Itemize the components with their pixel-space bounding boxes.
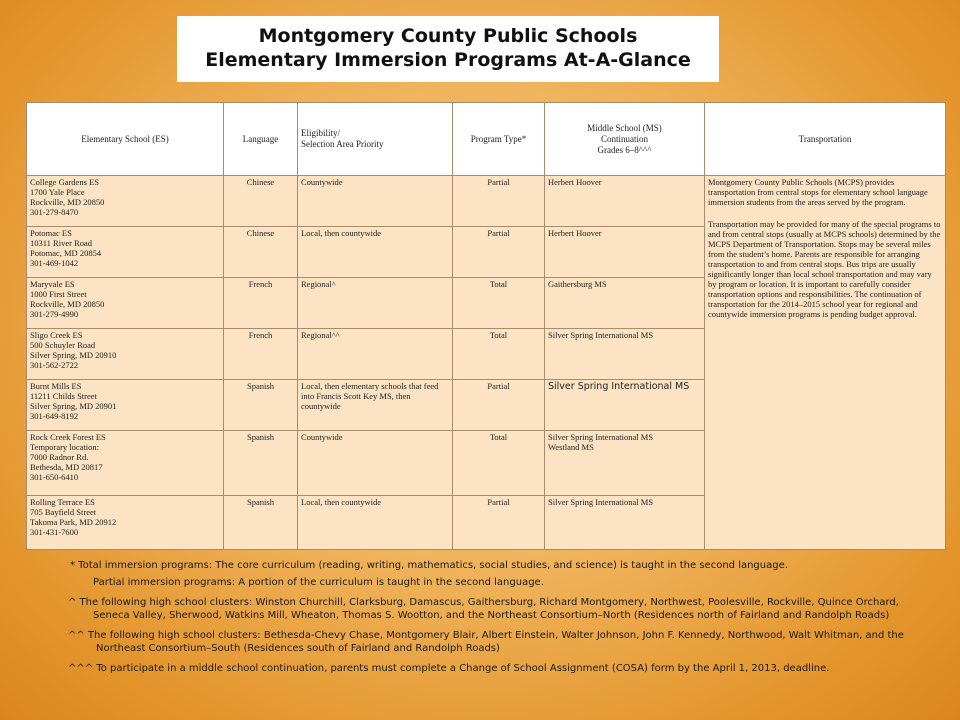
- language-cell: Chinese: [224, 227, 298, 278]
- school-cell: [27, 176, 224, 227]
- program-type-cell: Partial: [453, 176, 545, 227]
- footnote-partial-immersion: Partial immersion programs: A portion of the curriculum is taught in the second language.: [93, 576, 544, 588]
- language-cell: Spanish: [224, 431, 298, 496]
- school-phone: 301-650-6410: [30, 472, 79, 482]
- middle-school-cell: [545, 431, 705, 496]
- page-subtitle: Elementary Immersion Programs At-A-Glance: [205, 49, 691, 71]
- eligibility-cell: Local, then countywide: [298, 496, 453, 550]
- school-phone: 301-431-7600: [30, 527, 79, 537]
- school-phone: 301-279-4990: [30, 309, 79, 319]
- page-title: Montgomery County Public Schools: [258, 25, 638, 47]
- footnotes: [58, 560, 938, 676]
- school-city: Rockville, MD 20850: [30, 197, 105, 207]
- language-cell: Spanish: [224, 496, 298, 550]
- school-city: Takoma Park, MD 20912: [30, 517, 117, 527]
- school-address: 7000 Radnor Rd.: [30, 452, 89, 462]
- programs-table-wrapper: [26, 102, 945, 542]
- middle-school-cell: Silver Spring International MS: [545, 380, 705, 431]
- program-type-cell: Partial: [453, 380, 545, 431]
- school-name: Rock Creek Forest ES: [30, 432, 106, 442]
- middle-school-cell: Herbert Hoover: [545, 227, 705, 278]
- transportation-cell: [705, 176, 946, 550]
- school-address: 500 Schuyler Road: [30, 340, 96, 350]
- school-name: Burnt Mills ES: [30, 381, 82, 391]
- school-temp-note: Temporary location:: [30, 442, 100, 452]
- school-city: Silver Spring, MD 20910: [30, 350, 117, 360]
- program-type-cell: Total: [453, 278, 545, 329]
- transportation-paragraph: Montgomery County Public Schools (MCPS) provides transportation from central stops for elementary school language immersion students from the areas served by the program.: [708, 177, 928, 207]
- school-address: 11211 Childs Street: [30, 391, 97, 401]
- school-address: 1700 Yale Place: [30, 187, 85, 197]
- eligibility-cell: Countywide: [298, 431, 453, 496]
- programs-table: [26, 102, 946, 550]
- language-cell: French: [224, 278, 298, 329]
- table-row: [27, 176, 946, 227]
- school-phone: 301-649-8192: [30, 411, 79, 421]
- program-type-cell: Partial: [453, 227, 545, 278]
- program-type-cell: Total: [453, 431, 545, 496]
- school-name: Potomac ES: [30, 228, 72, 238]
- header-language: Language: [224, 103, 298, 176]
- school-cell: [27, 380, 224, 431]
- header-row: [27, 103, 946, 176]
- eligibility-cell: Countywide: [298, 176, 453, 227]
- school-name: Rolling Terrace ES: [30, 497, 95, 507]
- school-city: Bethesda, MD 20817: [30, 462, 103, 472]
- header-eligibility: Eligibility/ Selection Area Priority: [298, 103, 453, 176]
- transportation-paragraph: Transportation may be provided for many of the special programs to and from central stops (usually at MCPS schools) determined by the MCPS Department of Transportation. Stops may be several miles from the student’s home. Parents are responsible for arranging transportation to and from central stops. Bus trips are usually significantly longer than local school transportation and may vary by program or location. It is important to carefully consider transportation options and responsibilities. The continuation of transportation for the 2014–2015 school year for regional and countywide immersion programs is pending budget approval.: [708, 219, 941, 319]
- school-city: Silver Spring, MD 20901: [30, 401, 117, 411]
- school-cell: [27, 278, 224, 329]
- school-phone: 301-562-2722: [30, 360, 79, 370]
- header-transportation: Transportation: [705, 103, 946, 176]
- school-city: Rockville, MD 20850: [30, 299, 105, 309]
- school-name: Sligo Creek ES: [30, 330, 83, 340]
- school-cell: [27, 496, 224, 550]
- footnote-cosa: ^^^ To participate in a middle school continuation, parents must complete a Change of School Assignment (COSA) form by the April 1, 2013, deadline.: [68, 663, 830, 674]
- middle-school-cell: Herbert Hoover: [545, 176, 705, 227]
- footnote-regional: ^ The following high school clusters: Winston Churchill, Clarksburg, Damascus, Gaithersburg, Richard Montgomery, Northwest, Poolesville, Rockville, Quince Orchard,: [68, 597, 899, 608]
- school-city: Potomac, MD 20854: [30, 248, 102, 258]
- program-type-cell: Partial: [453, 496, 545, 550]
- footnote-regional-2-cont: Northeast Consortium–South (Residences south of Fairland and Randolph Roads): [96, 642, 500, 654]
- eligibility-cell: Local, then elementary schools that feed into Francis Scott Key MS, then countywide: [298, 380, 453, 431]
- header-school: Elementary School (ES): [27, 103, 224, 176]
- school-phone: 301-469-1042: [30, 258, 79, 268]
- school-cell: [27, 329, 224, 380]
- footnote-regional-2: ^^ The following high school clusters: Bethesda-Chevy Chase, Montgomery Blair, Albert Einstein, Walter Johnson, John F. Kennedy, Northwood, Walt Whitman, and the: [68, 630, 904, 641]
- footnote-regional-cont: Seneca Valley, Sherwood, Watkins Mill, Wheaton, Thomas S. Wootton, and the Northeast Consortium–North (Residences north of Fairland and Randolph Roads): [93, 609, 890, 621]
- school-name: College Gardens ES: [30, 177, 99, 187]
- school-address: 10311 River Road: [30, 238, 93, 248]
- title-box: [177, 16, 719, 82]
- middle-school-cell: Silver Spring International MS: [545, 329, 705, 380]
- eligibility-cell: Local, then countywide: [298, 227, 453, 278]
- language-cell: French: [224, 329, 298, 380]
- header-middle-school: Middle School (MS) Continuation Grades 6–8^^^: [545, 103, 705, 176]
- school-address: 705 Bayfield Street: [30, 507, 97, 517]
- school-cell: [27, 431, 224, 496]
- language-cell: Chinese: [224, 176, 298, 227]
- program-type-cell: Total: [453, 329, 545, 380]
- language-cell: Spanish: [224, 380, 298, 431]
- eligibility-cell: Regional^^: [298, 329, 453, 380]
- middle-school-cell: Silver Spring International MS: [545, 496, 705, 550]
- eligibility-cell: Regional^: [298, 278, 453, 329]
- school-address: 1000 First Street: [30, 289, 87, 299]
- header-program-type: Program Type*: [453, 103, 545, 176]
- school-cell: [27, 227, 224, 278]
- middle-school-cell: Gaithersburg MS: [545, 278, 705, 329]
- middle-school-name: Westland MS: [548, 442, 594, 452]
- middle-school-name: Silver Spring International MS: [548, 432, 654, 442]
- school-name: Maryvale ES: [30, 279, 75, 289]
- footnote-total-immersion: * Total immersion programs: The core curriculum (reading, writing, mathematics, social studies, and science) is taught in the second language.: [70, 560, 788, 571]
- school-phone: 301-279-8470: [30, 207, 79, 217]
